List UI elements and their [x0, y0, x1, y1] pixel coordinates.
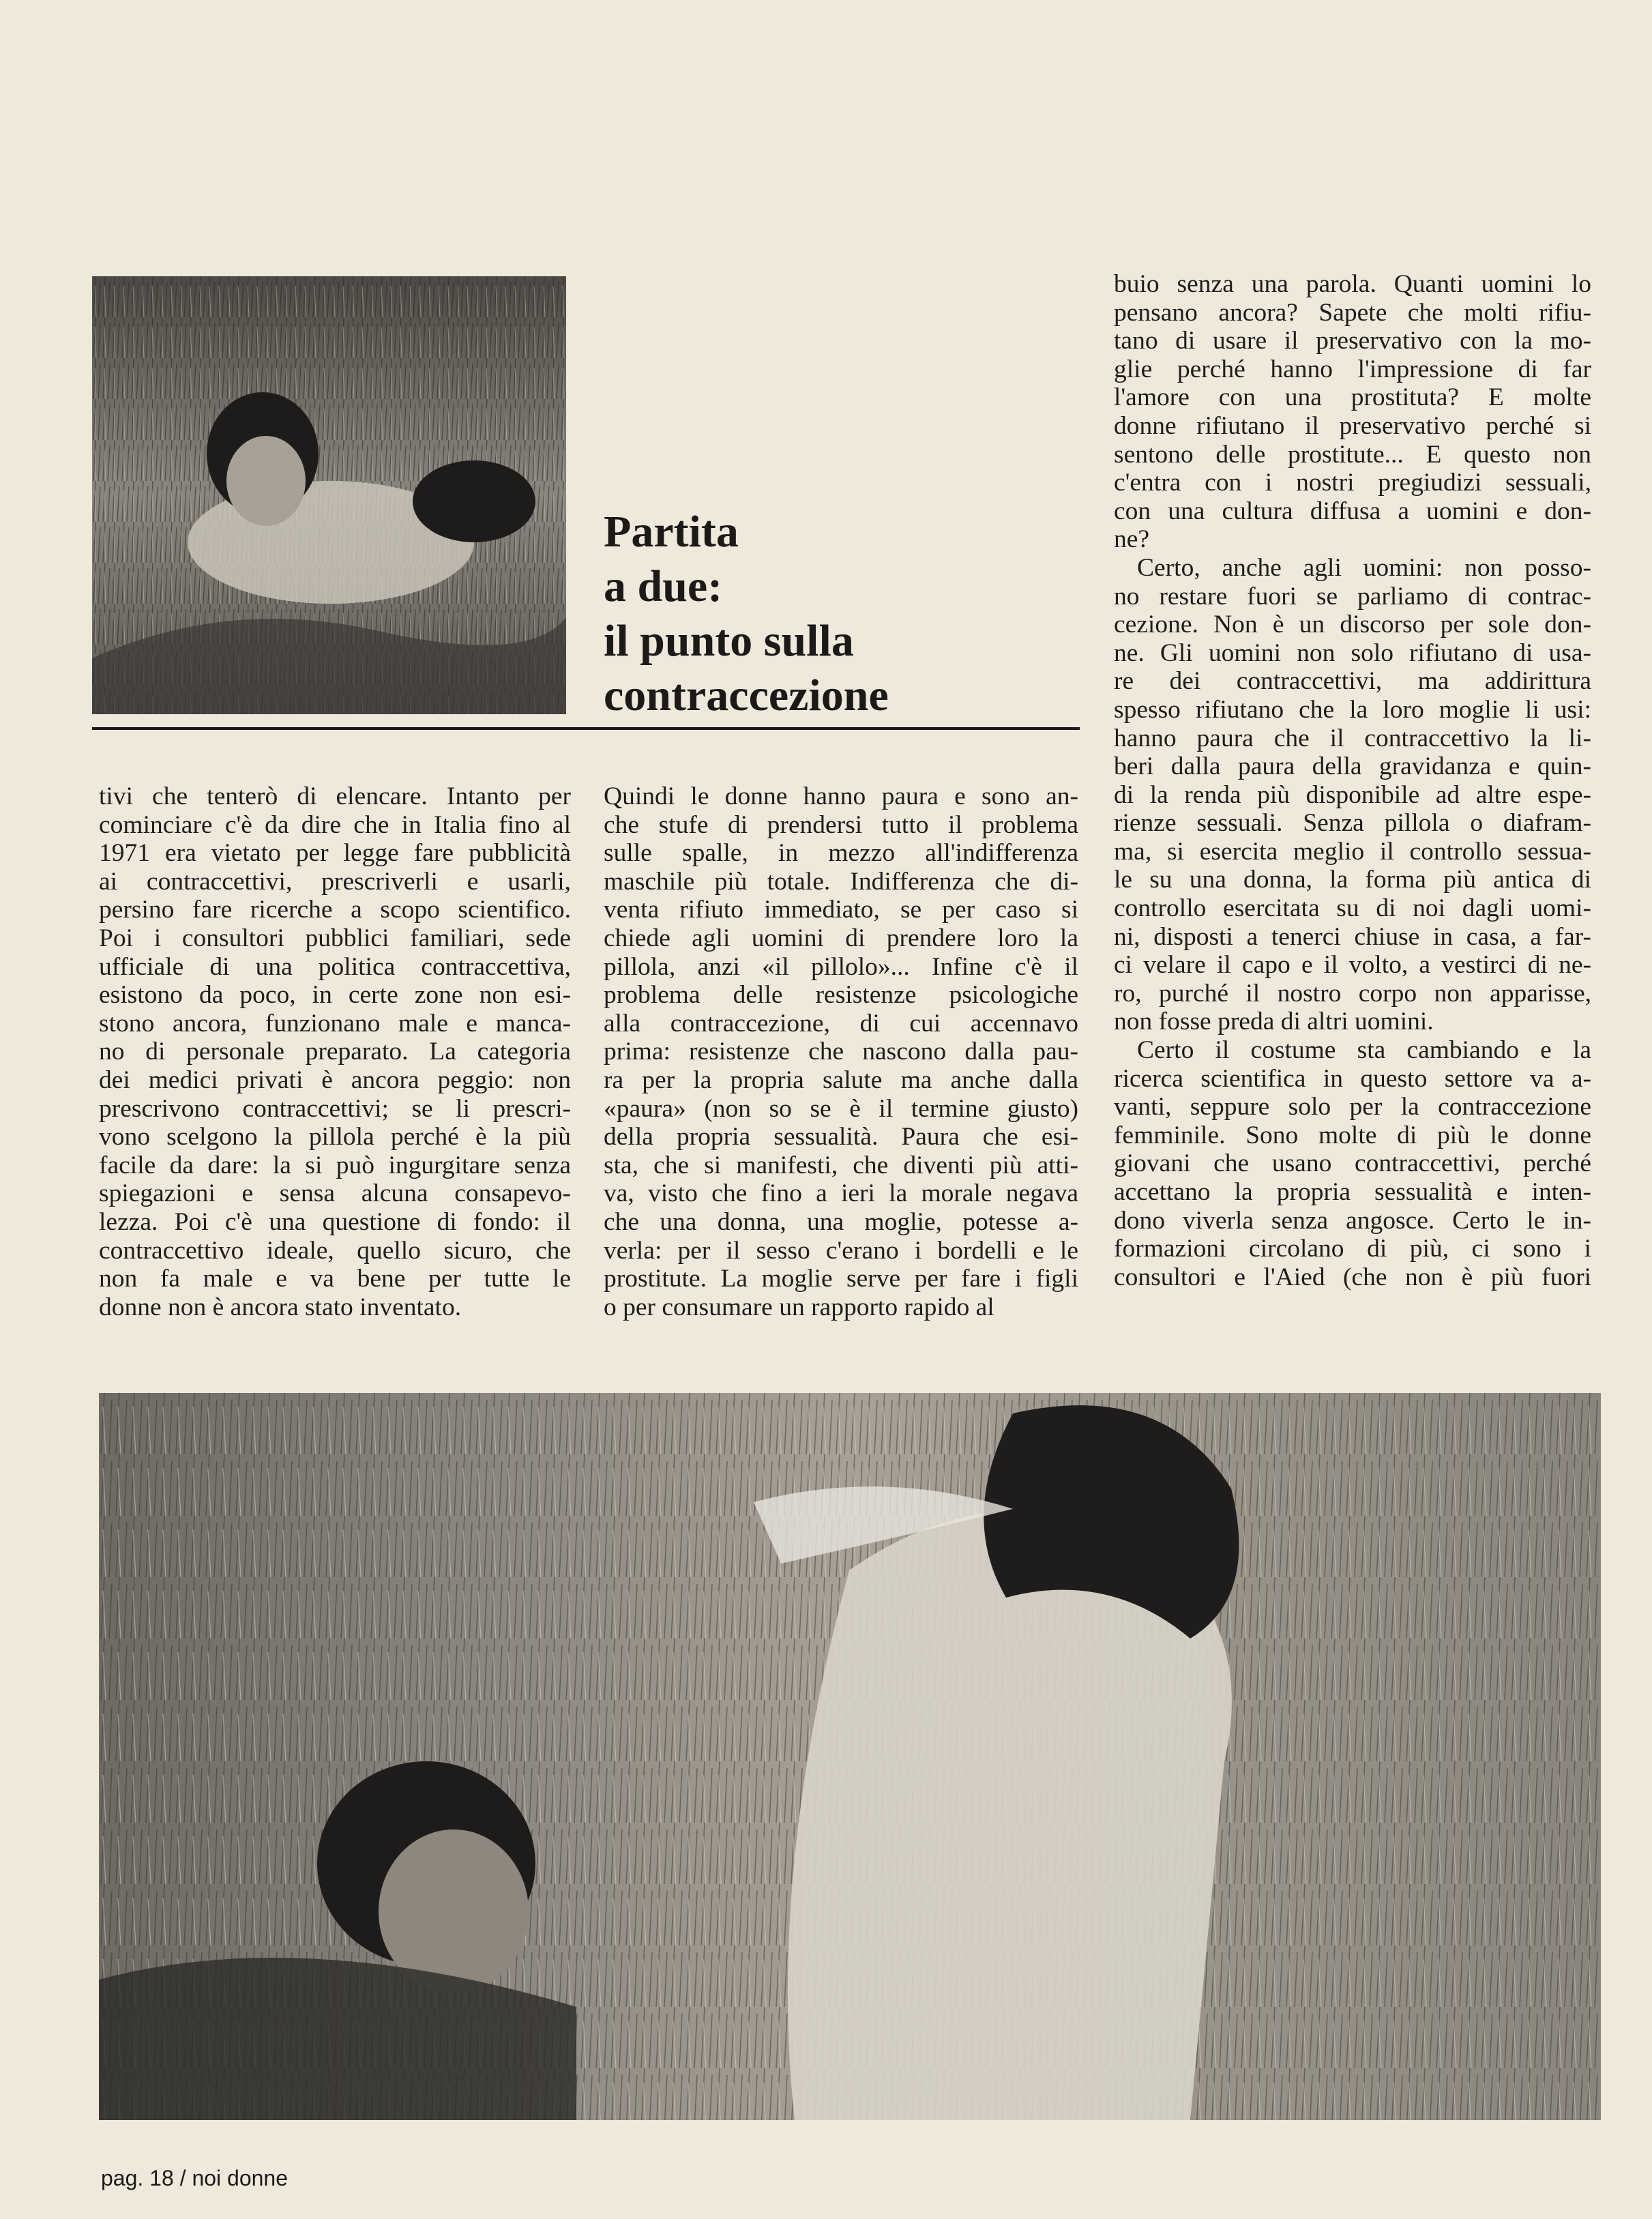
page-footer: pag. 18 / noi donne	[101, 2166, 289, 2190]
text-line: femminile. Sono molte di più le donne	[1114, 1121, 1591, 1149]
text-line: sulle spalle, in mezzo all'indifferenza	[604, 839, 1078, 868]
text-line: glie perché hanno l'impressione di far	[1114, 355, 1591, 383]
photo-women-in-field-image	[99, 1393, 1601, 2120]
headline-line: il punto sulla	[604, 616, 854, 666]
text-line: accettano la propria sessualità e inten-	[1114, 1178, 1591, 1206]
text-line: alla contraccezione, di cui accennavo	[604, 1009, 1078, 1038]
text-line: no restare fuori se parliamo di contrac-	[1114, 582, 1591, 611]
text-line: va, visto che fino a ieri la morale negava	[604, 1179, 1078, 1208]
text-line: esistono da poco, in certe zone non esi-	[99, 981, 571, 1010]
text-line: no di personale preparato. La categoria	[99, 1038, 571, 1066]
text-line: controllo esercitata su di noi dagli uomi-	[1114, 894, 1591, 923]
text-line: tano di usare il preservativo con la mo-	[1114, 327, 1591, 355]
text-line: dono viverla senza angosce. Certo le in-	[1114, 1206, 1591, 1235]
text-line: «paura» (non so se è il termine giusto)	[604, 1094, 1078, 1123]
text-line: ma, si esercita meglio il controllo sessua-	[1114, 837, 1591, 866]
text-line: ra per la propria salute ma anche dalla	[604, 1066, 1078, 1094]
text-line: c'entra con i nostri pregiudizi sessuali,	[1114, 469, 1591, 497]
text-line: chiede agli uomini di prendere loro la	[604, 924, 1078, 952]
photo-man-in-grass	[92, 276, 566, 714]
text-line: ai contraccettivi, prescriverli e usarli,	[99, 867, 571, 896]
text-line: che stufe di prendersi tutto il problema	[604, 810, 1078, 839]
text-line: dei medici privati è ancora peggio: non	[99, 1066, 571, 1094]
text-line: vono scelgono la pillola perché è la più	[99, 1123, 571, 1151]
text-line: Certo il costume sta cambiando e la	[1137, 1036, 1591, 1065]
photo-man-in-grass-image	[92, 276, 566, 714]
text-line: spesso rifiutano che la loro moglie li usi:	[1114, 695, 1591, 724]
text-line: di la renda più disponibile ad altre espe-	[1114, 780, 1591, 809]
text-line: ricerca scientifica in questo settore va a-	[1114, 1064, 1591, 1093]
text-line: sta, che si manifesti, che diventi più atti-	[604, 1151, 1078, 1179]
text-line: giovani che usano contraccettivi, perché	[1114, 1149, 1591, 1178]
text-line: prostitute. La moglie serve per fare i figli	[604, 1265, 1078, 1293]
text-line: contraccettivo ideale, quello sicuro, che	[99, 1236, 571, 1265]
text-line: rienze sessuali. Senza pillola o diafram-	[1114, 809, 1591, 838]
headline-line: Partita	[604, 507, 739, 557]
text-line: buio senza una parola. Quanti uomini lo	[1114, 270, 1591, 298]
text-line: consultori e l'Aied (che non è più fuori	[1114, 1263, 1591, 1291]
text-line: spiegazioni e sensa alcuna consapevo-	[99, 1179, 571, 1208]
text-line: 1971 era vietato per legge fare pubblicità	[99, 839, 571, 868]
text-column-1	[99, 782, 571, 1321]
text-line: facile da dare: la si può ingurgitare senza	[99, 1151, 571, 1179]
text-line: della propria sessualità. Paura che esi-	[604, 1123, 1078, 1151]
text-line: ne. Gli uomini non solo rifiutano di usa-	[1114, 638, 1591, 667]
text-line: l'amore con una prostituta? E molte	[1114, 383, 1591, 412]
text-line: Certo, anche agli uomini: non posso-	[1137, 553, 1591, 582]
text-line: beri dalla paura della gravidanza e quin-	[1114, 752, 1591, 781]
headline-line: a due:	[604, 561, 723, 611]
text-line: verla: per il sesso c'erano i bordelli e le	[604, 1236, 1078, 1265]
text-line: persino fare ricerche a scopo scientifico.	[99, 896, 571, 924]
headline-line: contraccezione	[604, 671, 889, 720]
text-line: le su una donna, la forma più antica di	[1114, 866, 1591, 894]
text-line: che una donna, una moglie, potesse a-	[604, 1207, 1078, 1236]
text-line: non fa male e va bene per tutte le	[99, 1265, 571, 1293]
text-line: prima: resistenze che nascono dalla pau-	[604, 1038, 1078, 1066]
text-line: tivi che tenterò di elencare. Intanto per	[99, 782, 571, 810]
text-line: con una cultura diffusa a uomini e don-	[1114, 497, 1591, 525]
text-line: pillola, anzi «il pillolo»... Infine c'è il	[604, 952, 1078, 981]
text-line: non fosse preda di altri uomini.	[1114, 1008, 1434, 1036]
text-line: problema delle resistenze psicologiche	[604, 981, 1078, 1010]
text-line: donne non è ancora stato inventato.	[99, 1293, 462, 1321]
article-headline	[604, 505, 1013, 723]
text-line: ni, disposti a tenerci chiuse in casa, a far-	[1114, 922, 1591, 951]
text-line: formazioni circolano di più, ci sono i	[1114, 1235, 1591, 1263]
text-line: pensano ancora? Sapete che molti rifiu-	[1114, 298, 1591, 327]
headline-divider	[92, 727, 1080, 730]
text-line: cezione. Non è un discorso per sole don-	[1114, 611, 1591, 639]
text-line: Poi i consultori pubblici familiari, sede	[99, 924, 571, 952]
text-line: ufficiale di una politica contraccettiva,	[99, 952, 571, 981]
text-line: o per consumare un rapporto rapido al	[604, 1293, 994, 1321]
text-column-2	[604, 782, 1078, 1321]
text-column-3	[1114, 270, 1591, 1291]
text-line: hanno paura che il contraccettivo la li-	[1114, 724, 1591, 752]
text-line: stono ancora, funzionano male e manca-	[99, 1009, 571, 1038]
text-line: maschile più totale. Indifferenza che di-	[604, 867, 1078, 896]
text-line: prescrivono contraccettivi; se li prescri-	[99, 1094, 571, 1123]
text-line: re dei contraccettivi, ma addirittura	[1114, 667, 1591, 696]
text-line: sentono delle prostitute... E questo non	[1114, 440, 1591, 469]
text-line: venta rifiuto immediato, se per caso si	[604, 896, 1078, 924]
text-line: cominciare c'è da dire che in Italia fino al	[99, 810, 571, 839]
text-line: lezza. Poi c'è una questione di fondo: il	[99, 1207, 571, 1236]
text-line: ci velare il capo e il volto, a vestirci di ne-	[1114, 951, 1591, 980]
text-line: vanti, seppure solo per la contraccezione	[1114, 1093, 1591, 1121]
text-line: donne rifiutano il preservativo perché si	[1114, 411, 1591, 440]
text-line: Quindi le donne hanno paura e sono an-	[604, 782, 1078, 810]
text-line: ro, purché il nostro corpo non apparisse,	[1114, 979, 1591, 1008]
photo-women-in-field	[99, 1393, 1601, 2120]
text-line: ne?	[1114, 525, 1150, 554]
